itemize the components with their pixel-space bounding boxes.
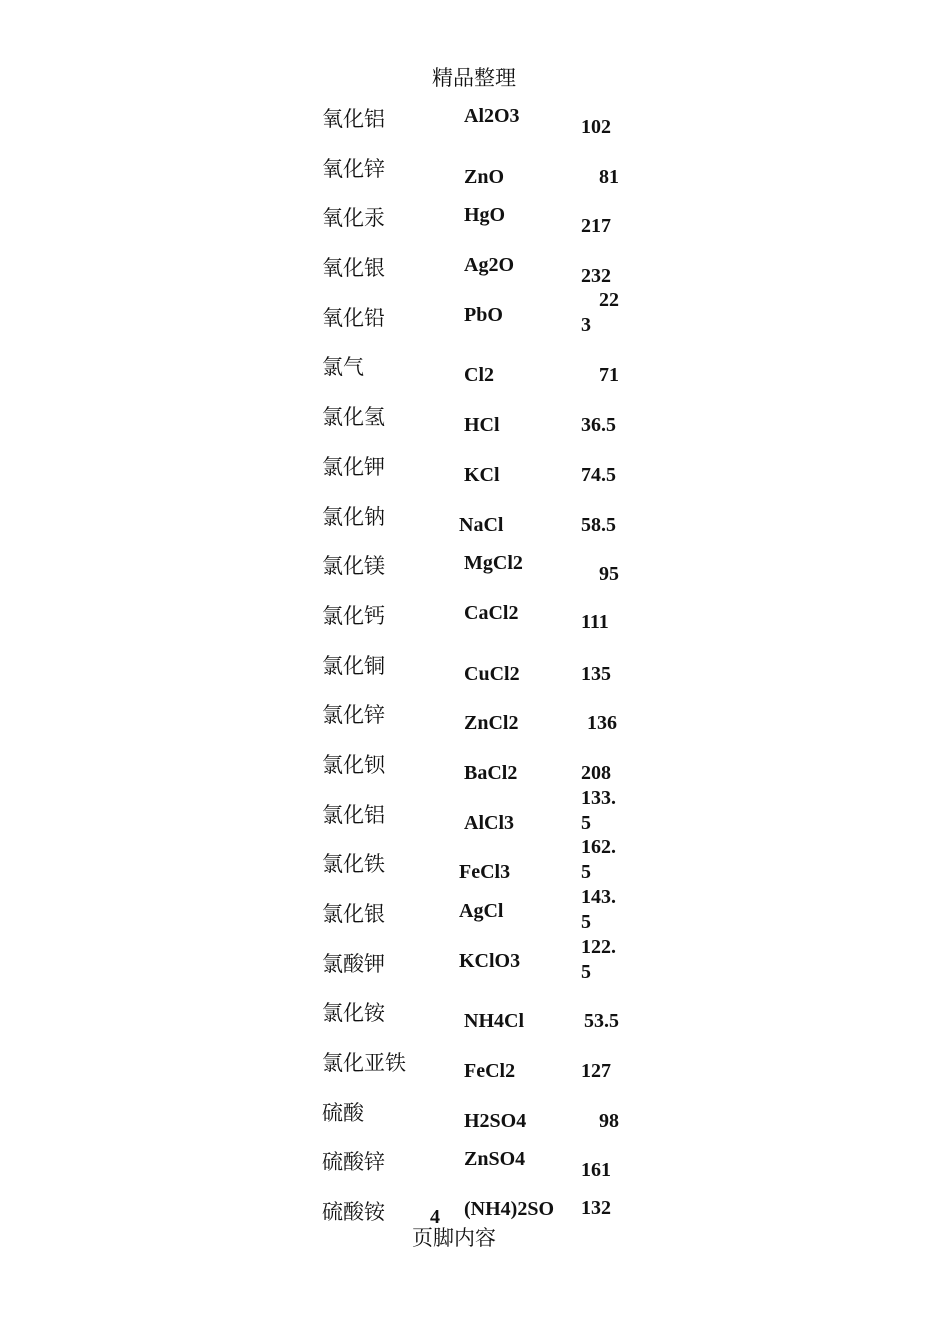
compound-formula: ZnO	[464, 165, 505, 188]
compound-formula: HCl	[464, 414, 500, 437]
compound-formula: FeCl2	[464, 1060, 516, 1083]
compound-name: 氯化铝	[322, 802, 385, 827]
compound-formula: ZnCl2	[464, 712, 519, 735]
molar-mass: 102	[581, 116, 611, 138]
compound-name: 氯化镁	[322, 554, 385, 579]
molar-mass: 133.5	[581, 786, 616, 834]
molar-mass: 95	[599, 563, 619, 586]
molar-mass: 127	[581, 1060, 611, 1083]
table-row	[322, 151, 642, 201]
compound-name: 氯化银	[322, 902, 385, 926]
compound-formula: BaCl2	[464, 761, 518, 784]
molar-mass: 232	[581, 265, 611, 288]
molar-mass: 58.5	[581, 513, 616, 536]
compound-formula: MgCl2	[464, 552, 523, 575]
compound-formula: AgCl	[459, 900, 504, 922]
table-row	[322, 499, 642, 549]
compound-formula: FeCl3	[459, 861, 511, 884]
molar-mass: 135	[581, 662, 611, 685]
compound-formula: CaCl2	[464, 601, 519, 624]
molar-mass: 217	[581, 215, 611, 238]
compound-formula: Cl2	[464, 364, 494, 387]
molar-mass: 98	[599, 1109, 619, 1132]
compound-name: 氯化钾	[322, 454, 385, 479]
table-row	[322, 288, 642, 350]
table-row	[322, 935, 642, 996]
compound-name: 氧化铅	[322, 305, 385, 330]
molar-mass: 136	[587, 712, 617, 735]
compound-formula: PbO	[464, 303, 503, 326]
compound-name: 氯酸钾	[322, 951, 385, 976]
compound-name: 氧化汞	[322, 206, 385, 231]
compound-name: 氧化银	[322, 256, 385, 281]
table-row	[322, 1095, 642, 1145]
header-title: 精品整理	[432, 66, 516, 90]
footer-text: 页脚内容	[412, 1226, 496, 1250]
molar-mass: 132	[581, 1197, 611, 1220]
table-row	[322, 349, 642, 399]
table-row	[322, 200, 642, 250]
molar-mass: 208	[581, 761, 611, 784]
compound-formula: KCl	[464, 463, 500, 486]
compound-name: 氯化铵	[322, 1001, 385, 1026]
compound-formula: ZnSO4	[464, 1148, 526, 1171]
compound-name: 氧化锌	[322, 156, 385, 181]
compound-name: 氯化钠	[322, 504, 385, 529]
wrapped-formula-fragment: 4	[430, 1206, 440, 1228]
compound-formula: Al2O3	[464, 105, 520, 127]
compound-formula: NaCl	[459, 513, 504, 536]
molar-mass: 161	[581, 1159, 611, 1182]
table-row	[322, 548, 642, 598]
compound-formula: (NH4)2SO	[464, 1198, 554, 1221]
molar-mass-table	[322, 101, 642, 1244]
table-row	[322, 598, 642, 648]
compound-formula: AlCl3	[464, 811, 514, 834]
table-row	[322, 449, 642, 499]
molar-mass: 162.5	[581, 836, 616, 884]
compound-name: 氯化铜	[322, 653, 385, 678]
compound-formula: Ag2O	[464, 254, 514, 277]
table-row	[322, 697, 642, 747]
molar-mass: 81	[599, 165, 619, 188]
table-row	[322, 648, 642, 698]
compound-formula: NH4Cl	[464, 1010, 524, 1033]
compound-name: 硫酸铵	[322, 1200, 385, 1225]
compound-name: 氯化钡	[322, 752, 385, 777]
page-footer	[412, 1222, 496, 1252]
compound-name: 硫酸	[322, 1100, 364, 1125]
compound-name: 氧化铝	[322, 107, 385, 131]
table-row	[322, 1045, 642, 1095]
molar-mass: 223	[581, 288, 619, 336]
molar-mass: 74.5	[581, 463, 616, 486]
table-row	[322, 995, 642, 1045]
compound-name: 氯气	[322, 355, 364, 380]
compound-name: 氯化亚铁	[322, 1051, 406, 1076]
compound-formula: CuCl2	[464, 662, 520, 685]
table-row	[322, 101, 642, 151]
compound-formula: HgO	[464, 204, 506, 227]
table-row	[322, 399, 642, 449]
molar-mass: 111	[581, 610, 609, 633]
molar-mass: 71	[599, 364, 619, 387]
molar-mass: 122.5	[581, 935, 616, 983]
molar-mass: 143.5	[581, 886, 616, 933]
page-header	[0, 62, 950, 92]
compound-name: 硫酸锌	[322, 1150, 385, 1175]
molar-mass: 53.5	[584, 1010, 619, 1033]
table-row	[322, 1144, 642, 1194]
compound-name: 氯化铁	[322, 852, 385, 877]
compound-name: 氯化氢	[322, 405, 385, 430]
molar-mass: 36.5	[581, 414, 616, 437]
compound-formula: H2SO4	[464, 1109, 527, 1132]
compound-name: 氯化钙	[322, 603, 385, 628]
compound-name: 氯化锌	[322, 703, 385, 728]
compound-formula: KClO3	[459, 949, 521, 972]
